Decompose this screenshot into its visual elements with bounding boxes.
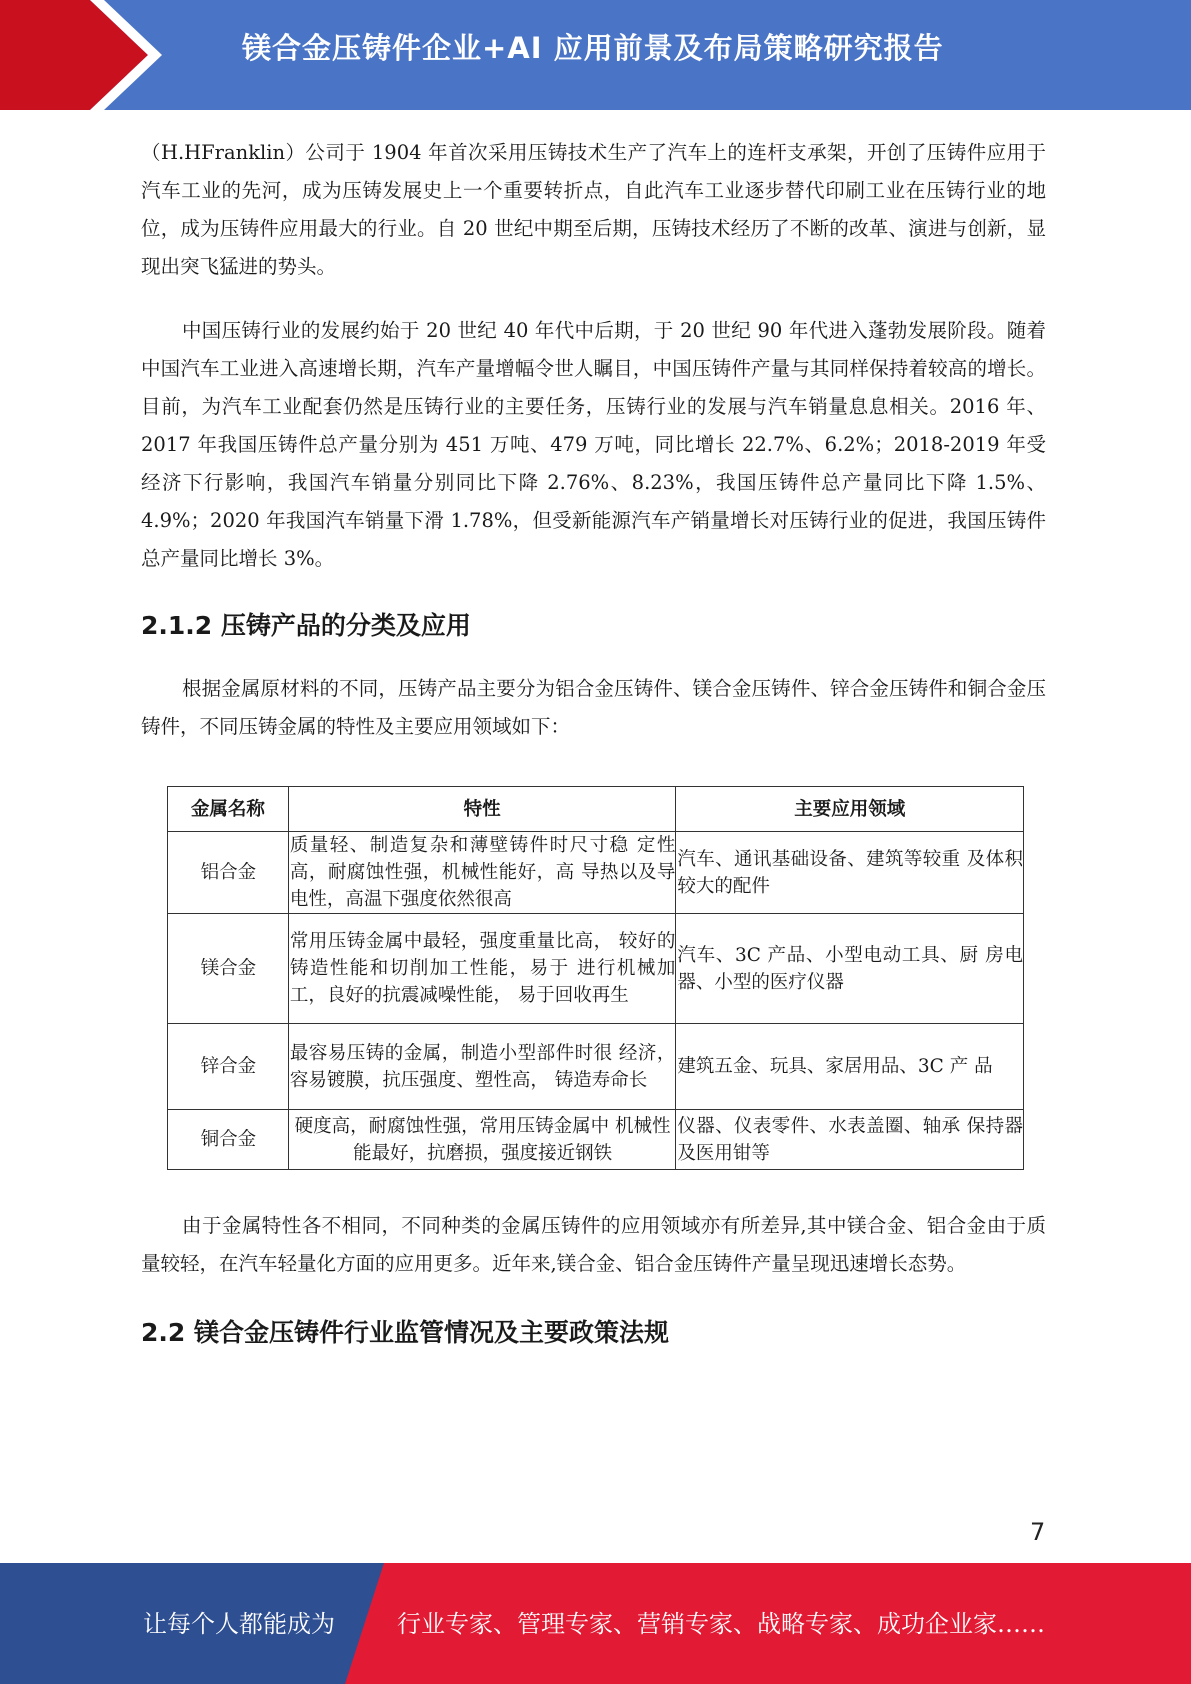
metal-properties: 质量轻、制造复杂和薄壁铸件时尺寸稳 定性高，耐腐蚀性强，机械性能好，高 导热以及导电性，高温下强度依然很高 [288,832,676,914]
column-header: 金属名称 [168,787,289,832]
paragraph-china-industry: 中国压铸行业的发展约始于 20 世纪 40 年代中后期，于 20 世纪 90 年代进入蓬勃发展阶段。随着中国汽车工业进入高速增长期，汽车产量增幅令世人瞩目，中国压铸件产量与其同样保持着较高的增长。目前，为汽车工业配套仍然是压铸行业的主要任务，压铸行业的发展与汽车销量息息相关。2016 年、2017 年我国压铸件总产量分别为 451 万吨、479 万吨，同比增长 22.7%、6.2%；2018-2019 年受经济下行影响，我国汽车销量分别同比下降 2.76%、8.23%，我国压铸件总产量同比下降 1.5%、4.9%；2020 年我国汽车销量下滑 1.78%，但受新能源汽车产销量增长对压铸行业的促进，我国压铸件总产量同比增长 3%。 [141,319,1046,570]
report-title: 镁合金压铸件企业+AI 应用前景及布局策略研究报告 [242,31,944,65]
paragraph-application-differences: 由于金属特性各不相同，不同种类的金属压铸件的应用领域亦有所差异,其中镁合金、铝合金由于质量较轻，在汽车轻量化方面的应用更多。近年来,镁合金、铝合金压铸件产量呈现迅速增长态势。 [141,1214,1046,1275]
metal-properties: 硬度高，耐腐蚀性强，常用压铸金属中 机械性能最好，抗磨损，强度接近钢铁 [288,1110,676,1170]
main-content [141,134,1046,746]
section-heading-2-1-2: 2.1.2 压铸产品的分类及应用 [141,611,471,640]
metal-name: 铝合金 [168,832,289,914]
metal-applications: 建筑五金、玩具、家居用品、3C 产 品 [676,1024,1024,1110]
table-row [168,1024,1024,1110]
paragraph-classification: 根据金属原材料的不同，压铸产品主要分为铝合金压铸件、镁合金压铸件、锌合金压铸件和铜合金压铸件，不同压铸金属的特性及主要应用领域如下： [141,677,1046,738]
metal-properties: 最容易压铸的金属，制造小型部件时很 经济，容易镀膜，抗压强度、塑性高， 铸造寿命长 [288,1024,676,1110]
metal-applications: 仪器、仪表零件、水表盖圈、轴承 保持器及医用钳等 [676,1110,1024,1170]
metal-applications: 汽车、通讯基础设备、建筑等较重 及体积较大的配件 [676,832,1024,914]
footer-banner [0,1563,1191,1684]
column-header: 特性 [288,787,676,832]
metal-properties: 常用压铸金属中最轻，强度重量比高， 较好的铸造性能和切削加工性能，易于 进行机械加工，良好的抗震减噪性能， 易于回收再生 [288,914,676,1024]
section-heading-2-2: 2.2 镁合金压铸件行业监管情况及主要政策法规 [141,1318,669,1347]
metal-properties-table [167,786,1024,1170]
main-content-lower [141,1207,1046,1353]
metal-name: 锌合金 [168,1024,289,1110]
table-row [168,832,1024,914]
column-header: 主要应用领域 [676,787,1024,832]
metal-name: 镁合金 [168,914,289,1024]
table-header-row [168,787,1024,832]
page-number: 7 [1030,1518,1046,1546]
table-row [168,914,1024,1024]
header-banner [0,0,1191,110]
table-row [168,1110,1024,1170]
footer-slogan-right: 行业专家、管理专家、营销专家、战略专家、成功企业家…… [397,1610,1045,1638]
metal-name: 铜合金 [168,1110,289,1170]
paragraph-history: （H.HFranklin）公司于 1904 年首次采用压铸技术生产了汽车上的连杆支承架，开创了压铸件应用于汽车工业的先河，成为压铸发展史上一个重要转折点，自此汽车工业逐步替代印刷工业在压铸行业的地位，成为压铸件应用最大的行业。自 20 世纪中期至后期，压铸技术经历了不断的改革、演进与创新，显现出突飞猛进的势头。 [141,141,1046,278]
metal-applications: 汽车、3C 产品、小型电动工具、厨 房电器、小型的医疗仪器 [676,914,1024,1024]
footer-slogan-left: 让每个人都能成为 [143,1610,335,1638]
